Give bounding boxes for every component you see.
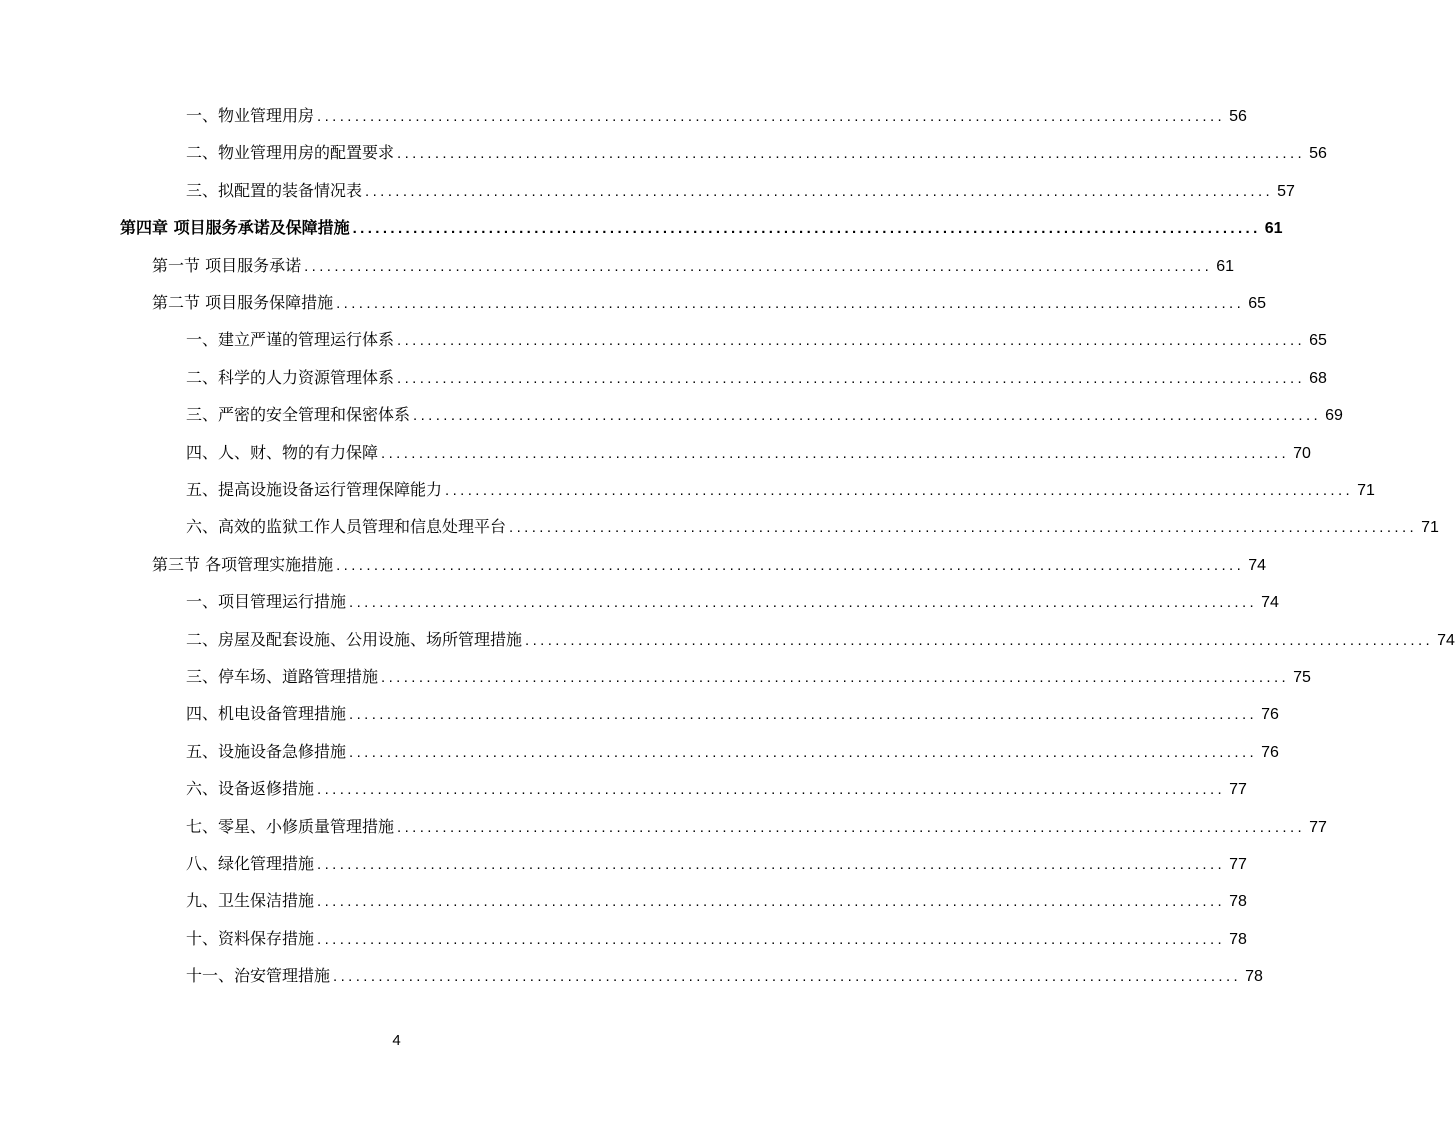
toc-dot-leader: ........................................................................................................................ (365, 182, 1274, 200)
toc-entry-label: 十、资料保存措施 (186, 928, 315, 948)
toc-subsection-entry[interactable] (186, 774, 1247, 804)
toc-entry-page-number: 61 (1264, 220, 1283, 238)
toc-entry-label: 八、绿化管理措施 (186, 854, 315, 873)
toc-entry-page-number: 78 (1229, 930, 1247, 948)
toc-subsection-entry[interactable] (186, 625, 1455, 655)
toc-entry-page-number: 76 (1261, 743, 1279, 761)
toc-entry-page-number: 57 (1277, 182, 1295, 200)
toc-dot-leader: ........................................................................................................................ (349, 594, 1258, 612)
toc-entry-page-number: 65 (1248, 295, 1266, 312)
toc-dot-leader: ........................................................................................................................ (397, 818, 1306, 836)
toc-subsection-entry[interactable] (186, 138, 1327, 168)
toc-subsection-entry[interactable] (186, 512, 1439, 542)
toc-entry-page-number: 74 (1248, 556, 1266, 574)
toc-entry-label: 六、设备返修措施 (186, 779, 315, 799)
toc-entry-label: 一、物业管理用房 (186, 106, 315, 125)
toc-subsection-entry[interactable] (186, 812, 1327, 842)
toc-entry-page-number: 56 (1229, 108, 1247, 125)
toc-subsection-entry[interactable] (186, 699, 1279, 729)
toc-entry-label: 第二节 项目服务保障措施 (152, 293, 334, 312)
toc-section-entry[interactable] (152, 251, 1234, 281)
toc-entry-page-number: 75 (1293, 669, 1311, 686)
toc-dot-leader: ........................................................................................................................ (525, 631, 1434, 649)
toc-section-entry[interactable] (152, 550, 1266, 580)
toc-subsection-entry[interactable] (186, 662, 1311, 692)
toc-entry-page-number: 76 (1261, 706, 1279, 724)
toc-subsection-entry[interactable] (186, 961, 1263, 991)
toc-entry-label: 二、科学的人力资源管理体系 (186, 367, 395, 387)
toc-subsection-entry[interactable] (186, 400, 1343, 430)
toc-dot-leader: ........................................................................................................................ (349, 706, 1258, 724)
page-number: 4 (392, 1032, 401, 1049)
toc-subsection-entry[interactable] (186, 475, 1375, 505)
toc-entry-label: 七、零星、小修质量管理措施 (186, 816, 395, 836)
toc-entry-label: 第四章 项目服务承诺及保障措施 (120, 218, 350, 238)
toc-entry-label: 五、设施设备急修措施 (186, 741, 347, 761)
toc-entry-label: 一、项目管理运行措施 (186, 592, 347, 612)
toc-dot-leader: ........................................................................................................................ (413, 407, 1322, 425)
toc-entry-label: 第一节 项目服务承诺 (152, 255, 302, 275)
toc-dot-leader: ........................................................................................................................ (317, 781, 1226, 799)
toc-dot-leader: ........................................................................................................................ (317, 893, 1226, 911)
toc-dot-leader: ........................................................................................................................ (349, 743, 1258, 761)
toc-entry-page-number: 77 (1229, 781, 1247, 799)
toc-dot-leader: ........................................................................................................................ (317, 108, 1226, 125)
toc-dot-leader: ........................................................................................................................ (445, 482, 1354, 499)
toc-entry-page-number: 56 (1309, 145, 1327, 163)
toc-entry-page-number: 61 (1216, 257, 1234, 275)
toc-entry-page-number: 68 (1309, 369, 1327, 387)
toc-entry-page-number: 74 (1261, 594, 1279, 612)
toc-section-entry[interactable] (152, 288, 1266, 318)
toc-dot-leader: ........................................................................................................................ (336, 556, 1245, 574)
toc-subsection-entry[interactable] (186, 438, 1311, 468)
toc-entry-page-number: 77 (1229, 856, 1247, 873)
toc-dot-leader: ........................................................................................................................ (317, 856, 1226, 873)
toc-dot-leader: ........................................................................................................................ (304, 257, 1213, 275)
toc-dot-leader: ........................................................................................................................ (317, 930, 1226, 948)
toc-subsection-entry[interactable] (186, 176, 1295, 206)
toc-dot-leader: ........................................................................................................................ (509, 519, 1418, 537)
toc-subsection-entry[interactable] (186, 325, 1327, 355)
toc-entry-page-number: 71 (1421, 519, 1439, 537)
toc-entry-page-number: 69 (1325, 407, 1343, 425)
toc-subsection-entry[interactable] (186, 886, 1247, 916)
toc-entry-label: 一、建立严谨的管理运行体系 (186, 330, 395, 350)
toc-entry-label: 四、人、财、物的有力保障 (186, 442, 379, 462)
toc-subsection-entry[interactable] (186, 587, 1279, 617)
toc-entry-page-number: 74 (1437, 631, 1455, 649)
toc-subsection-entry[interactable] (186, 849, 1247, 879)
toc-dot-leader: ........................................................................................................................ (352, 220, 1261, 238)
toc-entry-label: 第三节 各项管理实施措施 (152, 554, 334, 574)
toc-entry-label: 三、严密的安全管理和保密体系 (186, 405, 411, 425)
toc-chapter-entry[interactable] (120, 213, 1283, 243)
toc-dot-leader: ........................................................................................................................ (336, 295, 1245, 312)
toc-dot-leader: ........................................................................................................................ (397, 145, 1306, 163)
toc-subsection-entry[interactable] (186, 363, 1327, 393)
toc-subsection-entry[interactable] (186, 101, 1247, 131)
toc-entry-label: 二、物业管理用房的配置要求 (186, 143, 395, 163)
toc-entry-label: 四、机电设备管理措施 (186, 704, 347, 724)
toc-entry-page-number: 77 (1309, 818, 1327, 836)
toc-entry-page-number: 71 (1357, 482, 1375, 499)
toc-subsection-entry[interactable] (186, 924, 1247, 954)
toc-dot-leader: ........................................................................................................................ (381, 444, 1290, 462)
toc-subsection-entry[interactable] (186, 737, 1279, 767)
toc-entry-page-number: 78 (1229, 893, 1247, 911)
toc-entry-page-number: 78 (1245, 968, 1263, 986)
toc-dot-leader: ........................................................................................................................ (397, 369, 1306, 387)
toc-entry-label: 十一、治安管理措施 (186, 966, 331, 986)
toc-entry-label: 九、卫生保洁措施 (186, 891, 315, 911)
toc-entry-page-number: 65 (1309, 332, 1327, 350)
toc-entry-label: 三、停车场、道路管理措施 (186, 667, 379, 686)
toc-dot-leader: ........................................................................................................................ (381, 669, 1290, 686)
toc-dot-leader: ........................................................................................................................ (333, 968, 1242, 986)
toc-entry-label: 五、提高设施设备运行管理保障能力 (186, 480, 443, 499)
toc-entry-label: 六、高效的监狱工作人员管理和信息处理平台 (186, 517, 507, 537)
toc-dot-leader: ........................................................................................................................ (397, 332, 1306, 350)
toc-entry-page-number: 70 (1293, 444, 1311, 462)
toc-entry-label: 三、拟配置的装备情况表 (186, 180, 363, 200)
toc-entry-label: 二、房屋及配套设施、公用设施、场所管理措施 (186, 629, 523, 649)
